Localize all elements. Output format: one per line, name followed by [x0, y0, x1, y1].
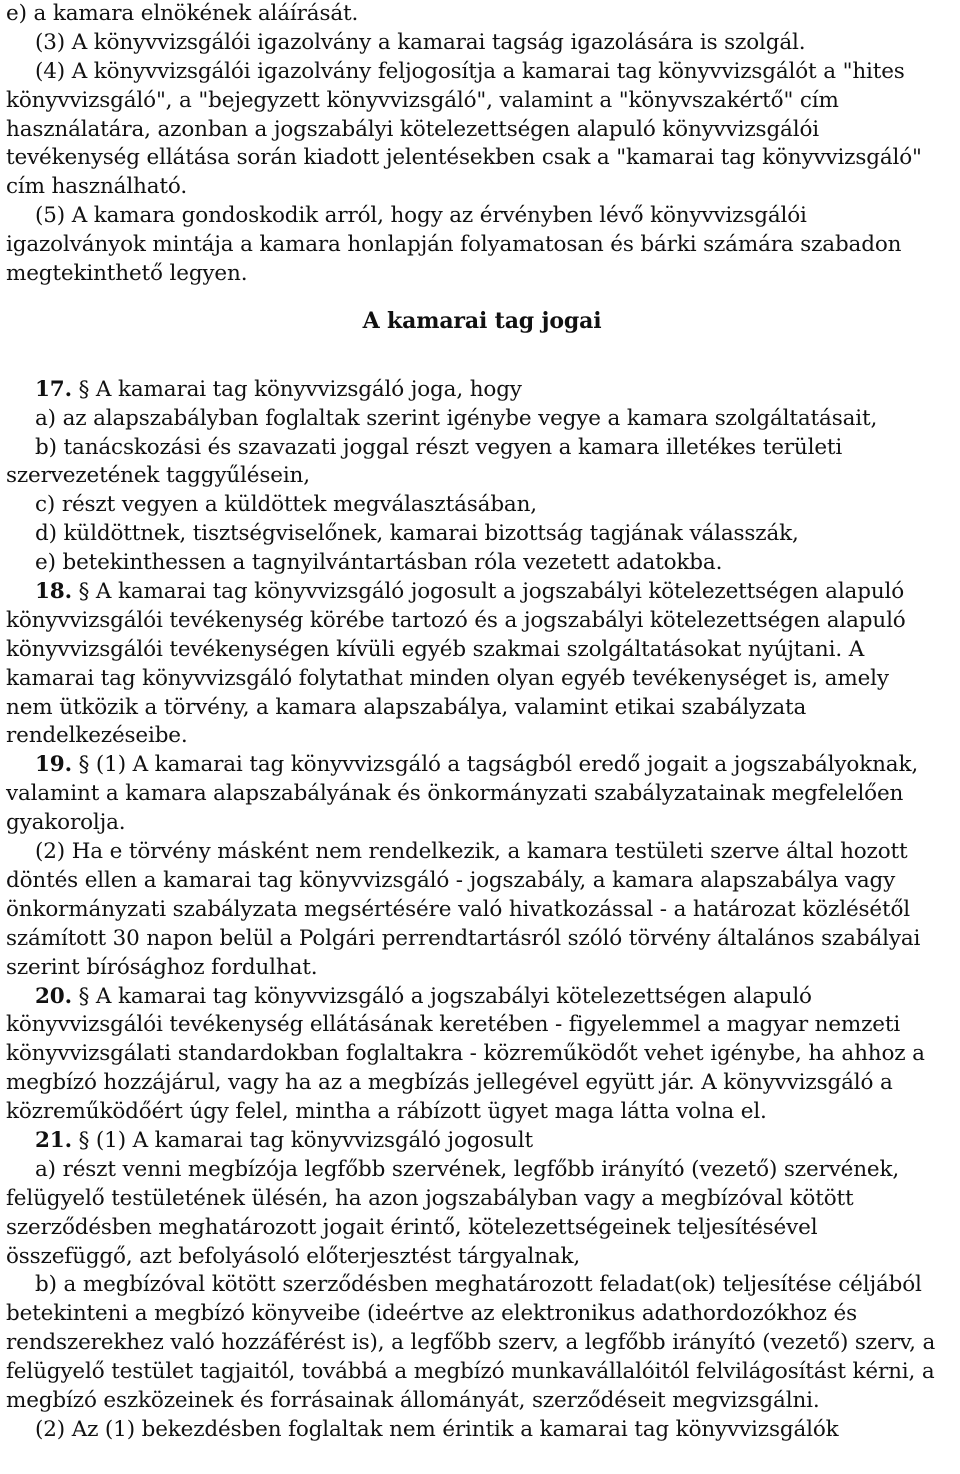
document-body — [6, 0, 958, 1445]
text-line — [6, 607, 958, 636]
line-text: § A kamarai tag könyvvizsgáló jogosult a jogszabályi kötelezettségen alapuló — [71, 579, 905, 605]
line-text: felügyelő testület tagjaitól, továbbá a megbízó munkavállalóitól felvilágosítást kérni, a — [6, 1359, 935, 1385]
text-line — [6, 867, 958, 896]
line-text: könyvvizsgálati standardokban foglaltakra - közreműködőt vehet igénybe, ha ahhoz a — [6, 1041, 925, 1067]
line-text: e) betekinthessen a tagnyilvántartásban róla vezetett adatokba. — [35, 550, 723, 576]
text-line — [6, 0, 958, 29]
text-line — [6, 1300, 958, 1329]
line-text: szerint bírósághoz fordulhat. — [6, 954, 318, 980]
text-line — [6, 202, 958, 231]
line-text: § A kamarai tag könyvvizsgáló joga, hogy — [71, 376, 522, 402]
text-line — [6, 376, 958, 405]
line-text: e) a kamara elnökének aláírását. — [6, 1, 359, 26]
line-text: nem ütközik a törvény, a kamara alapszabálya, valamint etikai szabályzata — [6, 694, 807, 720]
text-line — [6, 1156, 958, 1185]
text-line — [6, 1127, 958, 1156]
section-number: 21. — [35, 1127, 72, 1153]
text-line — [6, 116, 958, 145]
line-text: döntés ellen a kamarai tag könyvvizsgáló - jogszabály, a kamara alapszabálya vagy — [6, 867, 896, 893]
line-text: a) az alapszabályban foglaltak szerint igénybe vegye a kamara szolgáltatásait, — [35, 405, 878, 431]
line-text: kamarai tag könyvvizsgáló folytathat minden olyan egyéb tevékenységet is, amely — [6, 665, 889, 691]
text-line — [6, 722, 958, 751]
line-text: a) részt venni megbízója legfőbb szervének, legfőbb irányító (vezető) szervének, — [35, 1156, 900, 1182]
text-line — [6, 1214, 958, 1243]
text-line — [6, 1387, 958, 1416]
line-text: d) küldöttnek, tisztségviselőnek, kamarai bizottság tagjának válasszák, — [35, 521, 799, 547]
line-text: megtekinthető legyen. — [6, 261, 248, 287]
line-text: szerződésben meghatározott jogait érintő, kötelezettségeinek teljesítésével — [6, 1214, 818, 1240]
line-text: összefüggő, azt befolyásoló előterjesztést tárgyalnak, — [6, 1243, 581, 1269]
line-text: valamint a kamara alapszabályának és önkormányzati szabályzatainak megfelelően — [6, 781, 904, 807]
line-text: § (1) A kamarai tag könyvvizsgáló jogosult — [71, 1127, 533, 1153]
text-line — [6, 405, 958, 434]
line-text: § (1) A kamarai tag könyvvizsgáló a tagságból eredő jogait a jogszabályoknak, — [71, 752, 919, 778]
section-number: 17. — [35, 376, 72, 402]
text-line — [6, 462, 958, 491]
line-text: felügyelő testületének ülésén, ha azon jogszabályban vagy a megbízóval kötött — [6, 1185, 854, 1211]
line-text: cím használható. — [6, 174, 188, 200]
line-text: § A kamarai tag könyvvizsgáló a jogszabályi kötelezettségen alapuló — [71, 983, 812, 1009]
text-line — [6, 1243, 958, 1272]
text-line — [6, 520, 958, 549]
line-text: megbízó eszközeinek és forrásainak állományát, szerződéseit megvizsgálni. — [6, 1387, 820, 1413]
text-block-top — [6, 0, 958, 289]
line-text: gyakorolja. — [6, 810, 126, 836]
line-text: rendszerekhez való hozzáférést is), a legfőbb szerv, a legfőbb irányító (vezető) szerv, a — [6, 1330, 936, 1356]
text-line — [6, 1011, 958, 1040]
text-line — [6, 231, 958, 260]
line-text: betekinteni a megbízó könyveibe (ideértve az elektronikus adathordozókhoz és — [6, 1301, 858, 1327]
line-text: önkormányzati szabályzata megsértésére való hivatkozással - a határozat közlésétől — [6, 896, 911, 922]
text-line — [6, 751, 958, 780]
text-line — [6, 1329, 958, 1358]
line-text: könyvvizsgálói tevékenységen kívüli egyéb szakmai szolgáltatásokat nyújtani. A — [6, 636, 865, 662]
text-line — [6, 896, 958, 925]
line-text: tevékenység ellátása során kiadott jelentésekben csak a "kamarai tag könyvvizsgáló" — [6, 145, 922, 171]
text-block-bottom — [6, 376, 958, 1445]
line-text: c) részt vegyen a küldöttek megválasztásában, — [35, 492, 537, 518]
line-text: b) a megbízóval kötött szerződésben meghatározott feladat(ok) teljesítése céljából — [35, 1272, 922, 1298]
text-line — [6, 694, 958, 723]
text-line — [6, 780, 958, 809]
text-line — [6, 260, 958, 289]
line-text: rendelkezéseibe. — [6, 723, 188, 749]
line-text: használatára, azonban a jogszabályi kötelezettségen alapuló könyvvizsgálói — [6, 116, 819, 142]
section-number: 18. — [35, 579, 72, 605]
text-line — [6, 1069, 958, 1098]
line-text: könyvvizsgáló", a "bejegyzett könyvvizsgáló", valamint a "könyvszakértő" cím — [6, 87, 839, 113]
line-text: igazolványok mintája a kamara honlapján folyamatosan és bárki számára szabadon — [6, 232, 902, 258]
text-line — [6, 809, 958, 838]
line-text: könyvvizsgálói tevékenység körébe tartozó és a jogszabályi kötelezettségen alapuló — [6, 607, 906, 633]
text-line — [6, 1040, 958, 1069]
text-line — [6, 1416, 958, 1445]
line-text: megbízó hozzájárul, vagy ha az a megbízás jellegével együtt jár. A könyvvizsgáló a — [6, 1070, 893, 1096]
line-text: könyvvizsgálói tevékenység ellátásának keretében - figyelemmel a magyar nemzeti — [6, 1012, 901, 1038]
text-line — [6, 1185, 958, 1214]
text-line — [6, 665, 958, 694]
section-number: 19. — [35, 752, 72, 778]
line-text: (5) A kamara gondoskodik arról, hogy az érvényben lévő könyvvizsgálói — [35, 203, 807, 229]
text-line — [6, 1271, 958, 1300]
text-line — [6, 173, 958, 202]
text-line — [6, 578, 958, 607]
section-heading: A kamarai tag jogai — [362, 307, 602, 334]
text-line — [6, 1098, 958, 1127]
text-line — [6, 58, 958, 87]
line-text: (4) A könyvvizsgálói igazolvány feljogosítja a kamarai tag könyvvizsgálót a "hites — [35, 58, 905, 84]
text-line — [6, 636, 958, 665]
line-text: (2) Ha e törvény másként nem rendelkezik, a kamara testületi szerve által hozott — [35, 839, 908, 865]
line-text: számított 30 napon belül a Polgári perrendtartásról szóló törvény általános szabályai — [6, 925, 921, 951]
text-line — [6, 87, 958, 116]
text-line — [6, 549, 958, 578]
line-text: szervezetének taggyűlésein, — [6, 463, 310, 489]
text-line — [6, 491, 958, 520]
text-line — [6, 954, 958, 983]
text-line — [6, 434, 958, 463]
text-line — [6, 29, 958, 58]
text-line — [6, 925, 958, 954]
line-text: közreműködőért úgy felel, mintha a rábízott ügyet maga látta volna el. — [6, 1099, 767, 1125]
text-line — [6, 838, 958, 867]
section-number: 20. — [35, 983, 72, 1009]
text-line — [6, 144, 958, 173]
line-text: b) tanácskozási és szavazati joggal részt vegyen a kamara illetékes területi — [35, 434, 843, 460]
line-text: (3) A könyvvizsgálói igazolvány a kamarai tagság igazolására is szolgál. — [35, 29, 806, 55]
text-line — [6, 1358, 958, 1387]
line-text: (2) Az (1) bekezdésben foglaltak nem érintik a kamarai tag könyvvizsgálók — [35, 1416, 839, 1442]
text-line — [6, 983, 958, 1012]
